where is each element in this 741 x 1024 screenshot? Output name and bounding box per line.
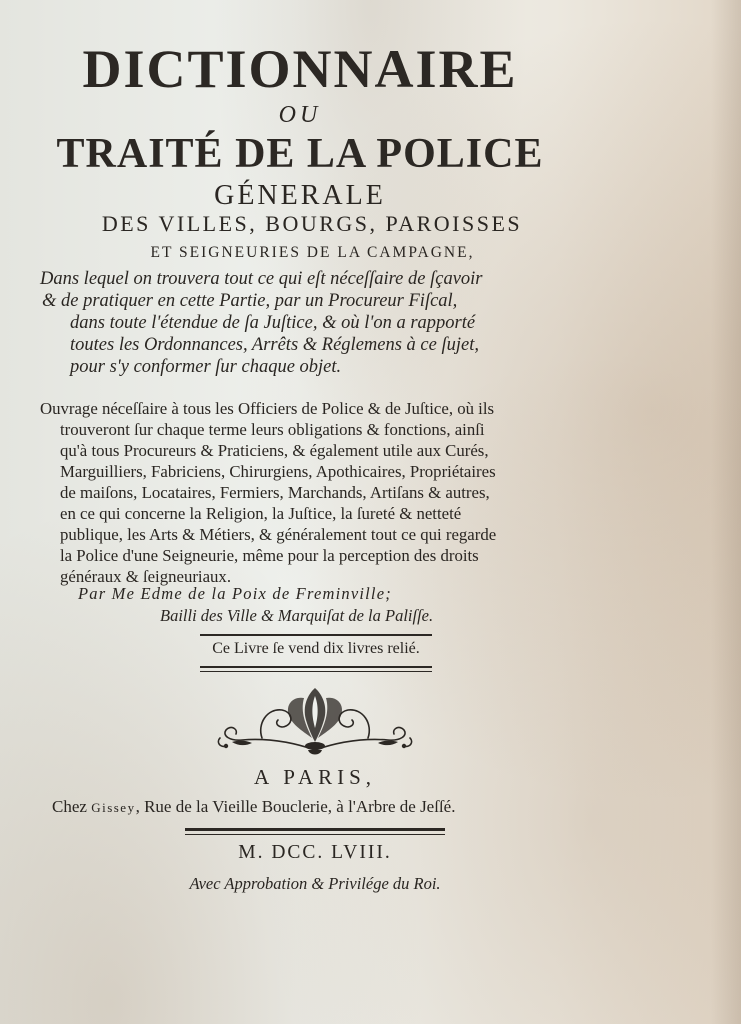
thick-rule: [185, 828, 445, 831]
description-line: pour s'y conformer ſur chaque objet.: [70, 357, 342, 377]
author-block: [40, 583, 585, 627]
publication-year: M. DCC. LVIII.: [238, 842, 392, 863]
publisher-prefix: Chez: [52, 797, 92, 816]
title-seigneuries: ET SEIGNEURIES DE LA CAMPAGNE,: [150, 244, 475, 261]
body-line: trouveront ſur chaque terme leurs obligations & fonctions, ainſi: [60, 420, 485, 439]
body-line: Marguilliers, Fabriciens, Chirurgiens, Apothicaires, Propriétaires: [60, 462, 496, 481]
author-name: Par Me Edme de la Poix de Freminville;: [78, 584, 392, 603]
description-line: dans toute l'étendue de ſa Juſtice, & où l'on a rapporté: [70, 313, 476, 333]
title-villes: DES VILLES, BOURGS, PAROISSES: [101, 211, 523, 236]
title-generale: GÉNERALE: [214, 180, 386, 211]
description-line: toutes les Ordonnances, Arrêts & Réglemens à ce ſujet,: [70, 335, 479, 355]
title-dictionnaire: DICTIONNAIRE: [82, 39, 518, 99]
body-line: la Police d'une Seigneurie, même pour la perception des droits: [60, 546, 479, 565]
description-paragraph: [40, 268, 585, 378]
body-line: en ce qui concerne la Religion, la Juſtice, la ſureté & netteté: [60, 504, 462, 523]
price-notice: Ce Livre ſe vend dix livres relié.: [212, 640, 420, 657]
thin-rule: [185, 834, 445, 835]
royal-privilege: Avec Approbation & Privilége du Roi.: [189, 874, 441, 893]
fleuron-ornament-icon: [212, 680, 418, 762]
body-paragraph: [40, 398, 585, 587]
title-traite: TRAITÉ DE LA POLICE: [56, 131, 544, 177]
body-line: généraux & ſeigneuriaux.: [60, 567, 232, 586]
body-line: de maiſons, Locataires, Fermiers, Marchands, Artiſans & autres,: [60, 483, 490, 502]
publisher-name: Gissey: [91, 800, 136, 815]
author-title: Bailli des Ville & Marquiſat de la Paliſſe.: [160, 606, 434, 625]
imprint-publisher: [40, 797, 597, 817]
imprint-city: A PARIS,: [253, 765, 377, 789]
body-line: publique, les Arts & Métiers, & généralement tout ce qui regarde: [60, 525, 497, 544]
publisher-address: , Rue de la Vieille Bouclerie, à l'Arbre de Jeſſé.: [135, 797, 456, 816]
body-line: Ouvrage néceſſaire à tous les Officiers de Police & de Juſtice, où ils: [40, 399, 495, 418]
description-line: & de pratiquer en cette Partie, par un Procureur Fiſcal,: [42, 291, 458, 311]
price-box: [200, 634, 432, 668]
page-edge-shadow: [711, 0, 741, 1024]
description-line: Dans lequel on trouvera tout ce qui eſt néceſſaire de ſçavoir: [40, 269, 483, 289]
title-ou: OU: [278, 102, 322, 128]
body-line: qu'à tous Procureurs & Praticiens, & également utile aux Curés,: [60, 441, 489, 460]
